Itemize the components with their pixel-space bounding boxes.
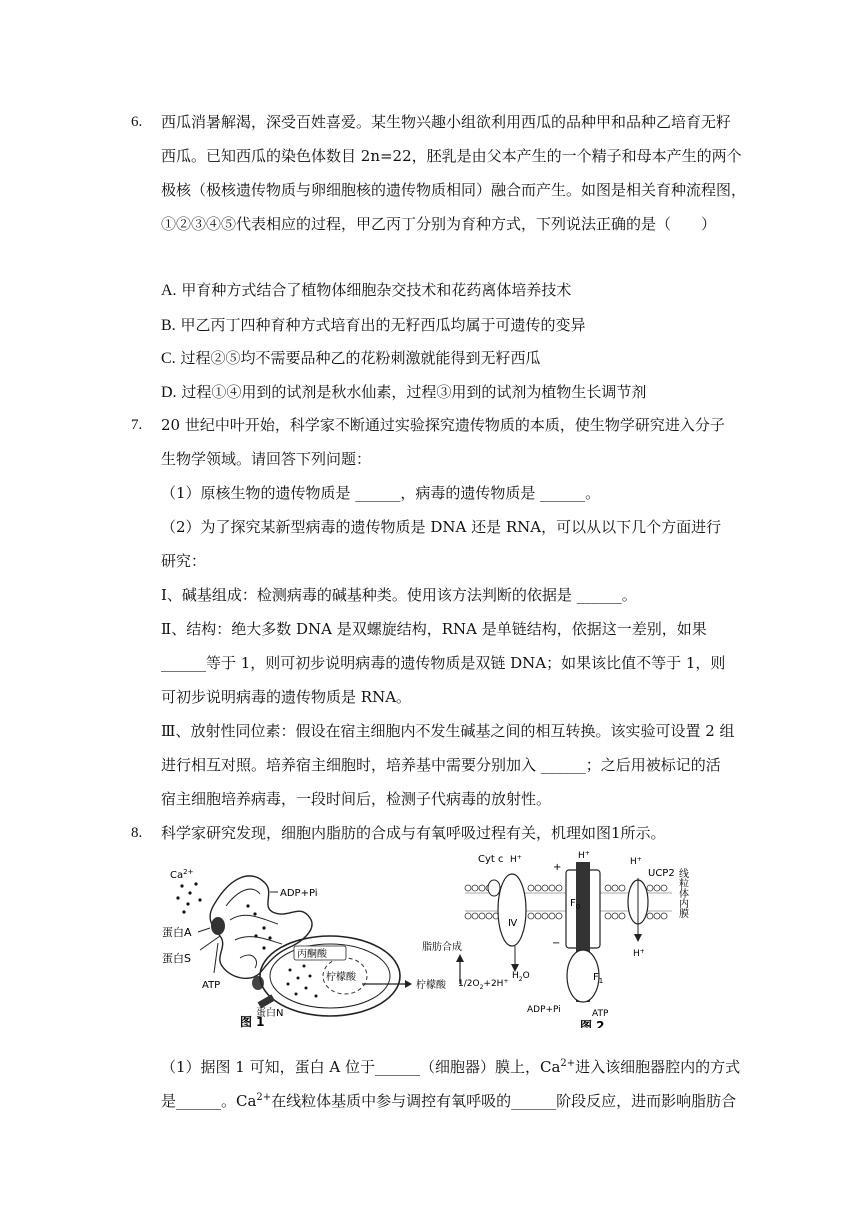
h-ion-label-3: H+ (630, 856, 642, 867)
option-c-letter: C. (161, 350, 176, 367)
figure-svg (160, 848, 735, 1028)
lipid-head (535, 885, 541, 891)
citrate-label: 柠檬酸 (326, 972, 356, 983)
f0-label: $F_0$ (570, 898, 581, 911)
figure-1 (162, 868, 464, 1028)
figure-2 (458, 850, 689, 1028)
question-7-item-3: Ⅲ、放射性同位素：假设在宿主细胞内不发生碱基之间的相互转换。该实验可设置 2 组 (161, 722, 735, 740)
ucp2-label: UCP2 (648, 868, 675, 879)
fig1-adp-label: ADP+Pi (280, 888, 318, 899)
lipid-head (654, 885, 660, 891)
question-6-line-4: ①②③④⑤代表相应的过程，甲乙丙丁分别为育种方式，下列说法正确的是（ ） (161, 215, 717, 233)
lipid-head (647, 913, 653, 919)
h-ion-label-4: H+ (633, 948, 645, 959)
f1-label: $F_1$ (593, 972, 604, 985)
question-6-line-1: 西瓜消暑解渴，深受百姓喜爱。某生物兴趣小组欲利用西瓜的品种甲和品种乙培育无籽 (161, 113, 732, 131)
protein-n-shape (258, 994, 275, 1008)
protein-s-label: 蛋白S (162, 952, 191, 965)
lipid-head (535, 913, 541, 919)
option-a-letter: A. (161, 282, 177, 299)
lipid-head (619, 913, 625, 919)
q8-part1-text-b: 进入该细胞器腔内的方式 (575, 1058, 741, 1076)
minus-sign: − (552, 938, 561, 949)
h-ion-label-1: H+ (510, 854, 522, 865)
protein-a-label: 蛋白A (162, 926, 192, 939)
fig2-adp-label: ADP+Pi (527, 1005, 561, 1015)
q8-part1-text-a: （1）据图 1 可知，蛋白 A 位于______（细胞器）膜上，Ca (161, 1058, 561, 1076)
lipid-head (528, 913, 534, 919)
pyruvate-label: 丙酮酸 (297, 949, 327, 960)
option-d-letter: D. (161, 384, 177, 401)
lipid-head (549, 885, 555, 891)
lipid-head (465, 913, 471, 919)
plus-sign: + (553, 862, 562, 873)
question-7-line-12: 宿主细胞培养病毒，一段时间后，检测子代病毒的放射性。 (161, 790, 552, 808)
option-c-text: 过程②⑤均不需要品种乙的花粉刺激就能得到无籽西瓜 (180, 349, 541, 367)
fat-synthesis-label: 脂肪合成 (422, 942, 462, 953)
option-b-text: 甲乙丙丁四种育种方式培育出的无籽西瓜均属于可遗传的变异 (180, 316, 586, 334)
figure-mitochondria (160, 848, 735, 1028)
lipid-head (472, 913, 478, 919)
complex-iv-label: Ⅳ (508, 918, 518, 929)
question-7-part-1: （1）原核生物的遗传物质是 ______，病毒的遗传物质是 ______。 (161, 484, 601, 502)
lipid-head (605, 885, 611, 891)
lipid-head (549, 913, 555, 919)
fig2-atp-label: ATP (592, 1009, 609, 1019)
lipid-head (472, 885, 478, 891)
complex-iv (498, 874, 526, 946)
q8-part1-text-c: 是______。Ca (161, 1092, 257, 1110)
inner-membrane-label: 线粒体内膜 (676, 868, 688, 918)
lipid-head (612, 885, 618, 891)
option-b-letter: B. (161, 317, 176, 334)
ca-label: $Ca^{2+}$ (170, 868, 194, 881)
question-8-number: 8. (131, 825, 143, 841)
question-7-item-2: Ⅱ、结构：绝大多数 DNA 是双螺旋结构，RNA 是单链结构，依据这一差别，如果 (161, 620, 707, 638)
lipid-head (479, 885, 485, 891)
question-7-line-5: 研究： (161, 552, 207, 570)
h-ion-label-2: H+ (578, 850, 590, 861)
lipid-head (486, 913, 492, 919)
q8-part1-text-d: 在线粒体基质中参与调控有氧呼吸的______阶段反应，进而影响脂肪合 (271, 1092, 737, 1110)
question-6-line-2: 西瓜。已知西瓜的染色体数目 2n=22，胚乳是由父本产生的一个精子和母本产生的两个 (161, 147, 742, 165)
question-6-line-3: 极核（极核遗传物质与卵细胞核的遗传物质相同）融合而产生。如图是相关育种流程图， (161, 181, 747, 199)
question-8-intro: 科学家研究发现，细胞内脂肪的合成与有氧呼吸过程有关，机理如图1所示。 (161, 824, 666, 842)
lipid-head (619, 885, 625, 891)
question-7-item-1: Ⅰ、碱基组成：检测病毒的碱基种类。使用该方法判断的依据是 ______。 (161, 586, 637, 604)
q8-part1-sup-b: 2+ (256, 1092, 272, 1103)
lipid-head (556, 913, 562, 919)
question-7-part-2: （2）为了探究某新型病毒的遗传物质是 DNA 还是 RNA，可以从以下几个方面进行 (161, 518, 722, 536)
question-6-number: 6. (131, 114, 143, 130)
lipid-head (528, 885, 534, 891)
question-7-line-9: 可初步说明病毒的遗传物质是 RNA。 (161, 688, 412, 706)
option-c (161, 348, 540, 369)
lipid-head (661, 885, 667, 891)
lipid-head (661, 913, 667, 919)
protein-n-label: 蛋白N (256, 1008, 284, 1019)
question-7-line-11: 进行相互对照。培养宿主细胞时，培养基中需要分别加入 ______；之后用被标记的活 (161, 756, 721, 774)
option-a (161, 280, 571, 301)
cytc-label: Cyt c (478, 854, 504, 865)
question-8-part-1-line-1 (161, 1057, 740, 1077)
q8-part1-sup-a: 2+ (560, 1058, 576, 1069)
option-d-text: 过程①④用到的试剂是秋水仙素，过程③用到的试剂为植物生长调节剂 (181, 383, 647, 401)
figure-2-caption: 图 2 (580, 1019, 605, 1028)
citrate-out-label: 柠檬酸 (416, 980, 446, 991)
option-b (161, 315, 585, 336)
question-7-number: 7. (131, 417, 143, 433)
protein-a-shape (211, 917, 225, 935)
fig1-atp-label: ATP (202, 980, 221, 991)
question-7-line-8: ______等于 1，则可初步说明病毒的遗传物质是双链 DNA；如果该比值不等于 1，则 (161, 654, 726, 672)
lipid-head (465, 885, 471, 891)
lipid-head (479, 913, 485, 919)
lipid-head (612, 913, 618, 919)
lipid-head (542, 885, 548, 891)
water-label: $H_2O$ (512, 971, 530, 983)
question-7-line-1: 20 世纪中叶开始，科学家不断通过实验探究遗传物质的本质，使生物学研究进入分子 (161, 416, 725, 434)
question-8-part-1-line-2 (161, 1091, 736, 1111)
lipid-head (542, 913, 548, 919)
figure-1-caption: 图 1 (240, 1015, 265, 1028)
lipid-head (605, 913, 611, 919)
question-7-line-2: 生物学领域。请回答下列问题： (161, 450, 372, 468)
lipid-head (556, 885, 562, 891)
option-d (161, 382, 646, 403)
option-a-text: 甲育种方式结合了植物体细胞杂交技术和花药离体培养技术 (181, 281, 572, 299)
lipid-head (654, 913, 660, 919)
oxygen-label: $1/2O_2+2H^+$ (458, 978, 509, 991)
lipid-head (647, 885, 653, 891)
